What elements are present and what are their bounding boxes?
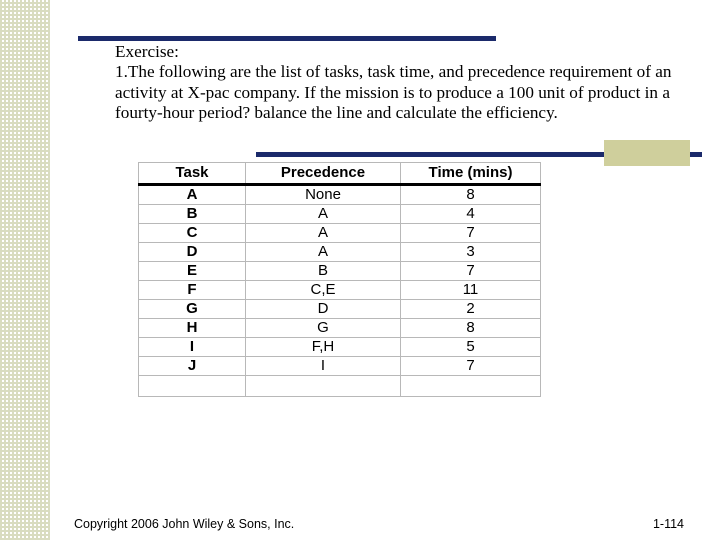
task-cell: A xyxy=(139,185,246,205)
time-cell: 2 xyxy=(401,300,541,319)
exercise-heading: Exercise: xyxy=(115,42,179,61)
task-cell: I xyxy=(139,338,246,357)
empty-cell xyxy=(401,376,541,397)
time-cell: 7 xyxy=(401,262,541,281)
table-row xyxy=(139,205,541,224)
copyright-footer: Copyright 2006 John Wiley & Sons, Inc. xyxy=(74,517,295,531)
table-row xyxy=(139,319,541,338)
task-cell: G xyxy=(139,300,246,319)
task-cell: E xyxy=(139,262,246,281)
precedence-cell: A xyxy=(246,243,401,262)
task-cell: C xyxy=(139,224,246,243)
task-cell: B xyxy=(139,205,246,224)
table-row xyxy=(139,338,541,357)
header-precedence: Precedence xyxy=(246,163,401,185)
time-cell: 8 xyxy=(401,185,541,205)
slide-text-block xyxy=(115,42,705,124)
task-table xyxy=(138,162,541,397)
precedence-cell: F,H xyxy=(246,338,401,357)
time-cell: 4 xyxy=(401,205,541,224)
exercise-body: 1.The following are the list of tasks, task time, and precedence requirement of an activity at X-pac company. If the mission is to produce a 100 unit of product in a fourty-hour period? balance the line and calculate the efficiency. xyxy=(115,62,672,123)
task-cell: F xyxy=(139,281,246,300)
precedence-cell: A xyxy=(246,224,401,243)
table-row xyxy=(139,224,541,243)
table-header-row xyxy=(139,163,541,185)
accent-box xyxy=(604,140,690,166)
page-number: 1-114 xyxy=(652,517,684,531)
table-row xyxy=(139,300,541,319)
task-cell: D xyxy=(139,243,246,262)
time-cell: 11 xyxy=(401,281,541,300)
time-cell: 3 xyxy=(401,243,541,262)
table-row xyxy=(139,243,541,262)
precedence-cell: B xyxy=(246,262,401,281)
precedence-cell: C,E xyxy=(246,281,401,300)
time-cell: 5 xyxy=(401,338,541,357)
time-cell: 7 xyxy=(401,224,541,243)
precedence-cell: I xyxy=(246,357,401,376)
table-row xyxy=(139,185,541,205)
header-task: Task xyxy=(139,163,246,185)
top-rule-line xyxy=(78,36,496,41)
empty-cell xyxy=(139,376,246,397)
precedence-cell: None xyxy=(246,185,401,205)
table-empty-row xyxy=(139,376,541,397)
precedence-cell: A xyxy=(246,205,401,224)
header-time: Time (mins) xyxy=(401,163,541,185)
table-row xyxy=(139,281,541,300)
time-cell: 8 xyxy=(401,319,541,338)
table-row xyxy=(139,357,541,376)
table-row xyxy=(139,262,541,281)
time-cell: 7 xyxy=(401,357,541,376)
precedence-cell: D xyxy=(246,300,401,319)
empty-cell xyxy=(246,376,401,397)
task-cell: H xyxy=(139,319,246,338)
precedence-cell: G xyxy=(246,319,401,338)
left-decorative-pattern xyxy=(0,0,50,540)
task-cell: J xyxy=(139,357,246,376)
